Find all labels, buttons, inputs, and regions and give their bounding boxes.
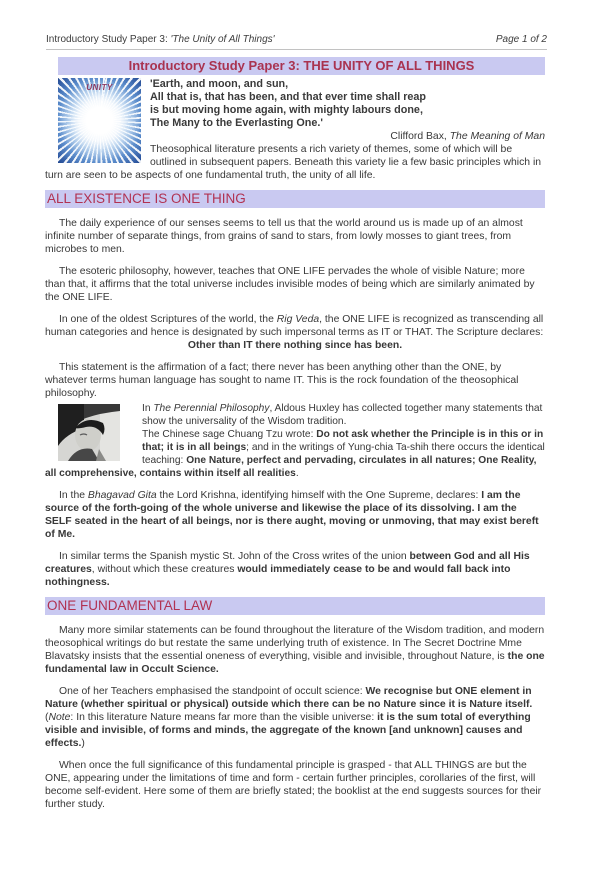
paragraph-st-john: In similar terms the Spanish mystic St. John of the Cross writes of the union between God and all His creatures, without which these creatures would immediately cease to be and would fall back into nothingness. bbox=[45, 551, 530, 588]
paragraph-conclusion: When once the full significance of this fundamental principle is grasped - that ALL THINGS are but the ONE, appearing under the limitations of time and form - certain further principles, corollaries of the first, will become self-evident. Here some of them are briefly stated; the booklist at the end suggests sources for their further study. bbox=[45, 760, 542, 810]
page-header bbox=[46, 34, 547, 50]
quote-line: The Many to the Everlasting One.' bbox=[150, 117, 323, 129]
section-heading-one-fundamental-law: ONE FUNDAMENTAL LAW bbox=[45, 597, 545, 615]
huxley-block bbox=[45, 402, 545, 480]
paragraph-chuang-tzu: The Chinese sage Chuang Tzu wrote: Do not ask whether the Principle is in this or in that; it is in all beings; and in the writings of Yung-chia Ta-shih there occurs the identical teaching: One Nature, perfect and pervading, circulates in all natures; One Reality, all comprehensive, contains within itself all realities. bbox=[45, 429, 545, 479]
quote-line: is but moving home again, with mighty labours done, bbox=[150, 104, 423, 116]
section-heading-all-existence: ALL EXISTENCE IS ONE THING bbox=[45, 190, 545, 208]
quote-attribution: Clifford Bax, The Meaning of Man bbox=[390, 131, 545, 142]
document-body bbox=[45, 57, 545, 811]
quote-line: All that is, that has been, and that ever time shall reap bbox=[150, 91, 426, 103]
paragraph-rig-veda: In one of the oldest Scriptures of the world, the Rig Veda, the ONE LIFE is recognized as transcending all human categories and hence is designated by such impersonal terms as IT or THAT. The Scripture declares: bbox=[45, 314, 544, 338]
header-page-number: Page 1 of 2 bbox=[495, 34, 547, 45]
paragraph-daily-experience: The daily experience of our senses seems to tell us that the world around us is made up of an almost infinite number of separate things, from grains of sand to stars, from lowly mosses to giant trees, from microbes to men. bbox=[45, 218, 523, 255]
scripture-declaration: Other than IT there nothing since has been. bbox=[187, 340, 403, 351]
paragraph-bhagavad-gita: In the Bhagavad Gita the Lord Krishna, identifying himself with the One Supreme, declares: I am the source of the forth-going of the whole universe and likewise the place of its dissolving. I am the SELF seated in the heart of all beings, nor is there aught, moving or unmoving, that may exist bereft of Me. bbox=[45, 490, 539, 540]
opening-block bbox=[45, 78, 545, 182]
aldous-huxley-photo bbox=[58, 404, 120, 461]
intro-paragraph: Theosophical literature presents a rich variety of themes, some of which will be outlined in subsequent papers. Beneath this variety lie a few basic principles which in turn are seen to be aspects of one fundamental truth, the unity of all life. bbox=[45, 144, 542, 181]
paragraph-esoteric-philosophy: The esoteric philosophy, however, teaches that ONE LIFE pervades the whole of visible Nature; more than that, it affirms that the total universe includes invisible modes of being which are similarly animated by the ONE LIFE. bbox=[45, 266, 535, 303]
paragraph-teachers: One of her Teachers emphasised the standpoint of occult science: We recognise but ONE element in Nature (whether spiritual or physical) outside which there can be no Nature since it is Nature itself. (Note: In this literature Nature means far more than the visible universe: it is the sum total of everything visible and invisible, of forms and minds, the aggregate of the known [and unknown] causes and effects.) bbox=[45, 686, 533, 749]
paragraph-perennial-philosophy: In The Perennial Philosophy, Aldous Huxley has collected together many statements that show the universality of the Wisdom tradition. bbox=[142, 403, 543, 427]
unity-sunburst-image bbox=[58, 78, 141, 163]
quote-line: 'Earth, and moon, and sun, bbox=[150, 78, 289, 90]
document-title-bar: Introductory Study Paper 3: THE UNITY OF ALL THINGS bbox=[58, 57, 545, 75]
paragraph-blavatsky: Many more similar statements can be found throughout the literature of the Wisdom tradition, and modern theosophical writings do but restate the same underlying truth of existence. In The Secret Doctrine Mme Blavatsky insists that the essential oneness of everything, visible and invisible, throughout Nature, is the one fundamental law in Occult Science. bbox=[45, 625, 545, 675]
unity-image-caption: UNITY bbox=[86, 83, 113, 92]
paragraph-affirmation: This statement is the affirmation of a fact; there never has been anything other than the ONE, by whatever terms human language has sought to name IT. This is the rock foundation of the theosophical philosophy. bbox=[45, 362, 519, 399]
header-document-title: Introductory Study Paper 3: 'The Unity of All Things' bbox=[46, 34, 275, 45]
